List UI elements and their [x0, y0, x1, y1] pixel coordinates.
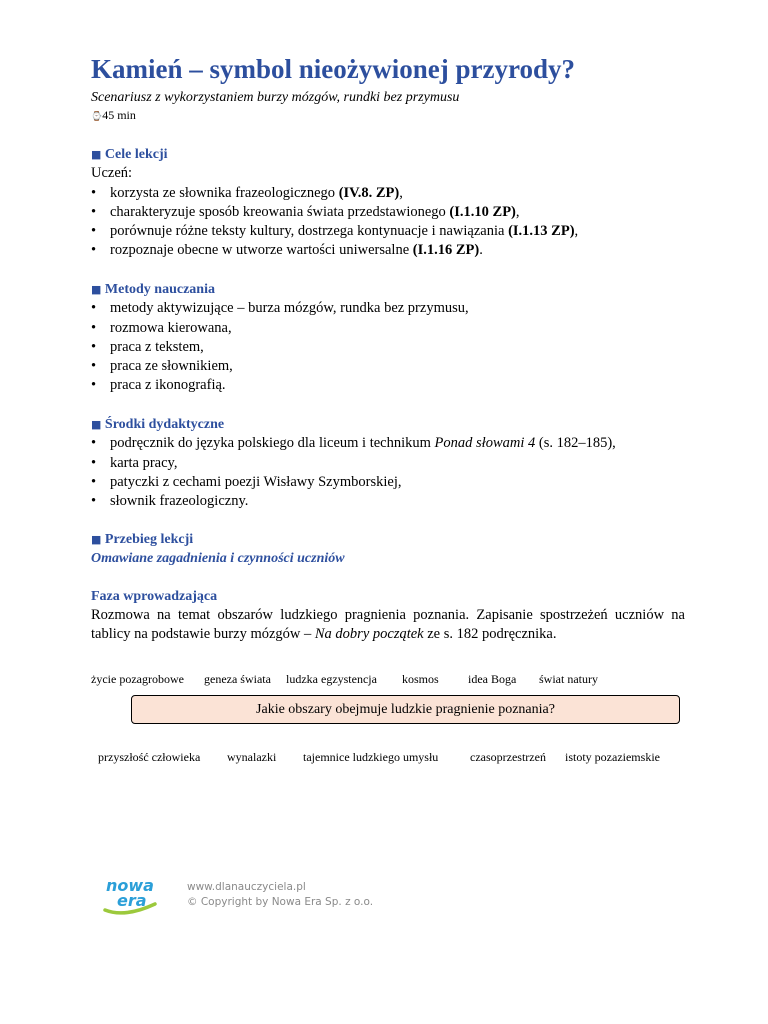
- course-heading: ■ Przebieg lekcji: [91, 532, 194, 547]
- goals-intro: Uczeń:: [91, 165, 133, 182]
- nowa-era-logo: [103, 876, 167, 923]
- logo-word-nowa: nowa: [106, 876, 154, 895]
- diagram-term: istoty pozaziemskie: [565, 750, 660, 764]
- diagram-term: geneza świata: [204, 672, 271, 686]
- diagram-term: wynalazki: [227, 750, 277, 764]
- diagram-term: przyszłość człowieka: [98, 750, 201, 764]
- diagram-term: życie pozagrobowe: [91, 672, 184, 686]
- phase-heading: Faza wprowadzająca: [91, 588, 218, 604]
- page-title: Kamień – symbol nieożywionej przyrody?: [91, 54, 575, 84]
- diagram-term: kosmos: [402, 672, 439, 686]
- square-bullet-icon: ■: [91, 533, 102, 546]
- list-item: • porównuje różne teksty kultury, dostrzega kontynuacje i nawiązania (I.1.13 ZP),: [91, 222, 691, 241]
- list-item: • rozmowa kierowana,: [91, 319, 691, 338]
- nowa-era-logo-icon: [103, 876, 167, 918]
- diagram-term: idea Boga: [468, 672, 517, 686]
- goals-section: [91, 145, 691, 261]
- list-item: • karta pracy,: [91, 454, 691, 473]
- diagram-question-box: Jakie obszary obejmuje ludzkie pragnienie poznania?: [131, 695, 680, 724]
- methods-heading: ■ Metody nauczania: [91, 282, 215, 297]
- course-section: [91, 530, 691, 644]
- diagram-term: ludzka egzystencja: [286, 672, 377, 686]
- list-item: • rozpoznaje obecne w utworze wartości uniwersalne (I.1.16 ZP).: [91, 241, 691, 260]
- course-subheading: Omawiane zagadnienia i czynności uczniów: [91, 551, 345, 567]
- logo-word-era: era: [117, 891, 147, 910]
- footer-copyright: © Copyright by Nowa Era Sp. z o.o.: [187, 896, 374, 908]
- list-item: • charakteryzuje sposób kreowania świata przedstawionego (I.1.10 ZP),: [91, 203, 691, 222]
- list-item: • metody aktywizujące – burza mózgów, rundka bez przymusu,: [91, 299, 691, 318]
- duration-value: 45 min: [102, 108, 136, 122]
- materials-list: [91, 434, 691, 511]
- diagram-term: tajemnice ludzkiego umysłu: [303, 750, 439, 764]
- list-item: • praca z tekstem,: [91, 338, 691, 357]
- clock-icon: ⌚: [91, 112, 103, 122]
- materials-section: [91, 415, 691, 511]
- goals-list: [91, 184, 691, 261]
- phase-paragraph: Rozmowa na temat obszarów ludzkiego pragnienia poznania. Zapisanie spostrzeżeń uczniów na tablicy na podstawie burzy mózgów – Na dobry początek ze s. 182 podręcznika.: [91, 606, 685, 643]
- list-item: • patyczki z cechami poezji Wisławy Szymborskiej,: [91, 473, 691, 492]
- footer-text: [187, 880, 373, 910]
- list-item: • praca z ikonografią.: [91, 376, 691, 395]
- list-item: • podręcznik do języka polskiego dla liceum i technikum Ponad słowami 4 (s. 182–185),: [91, 434, 691, 453]
- square-bullet-icon: ■: [91, 418, 102, 431]
- methods-section: [91, 280, 691, 396]
- diagram-term: czasoprzestrzeń: [470, 750, 546, 764]
- methods-list: [91, 299, 691, 395]
- list-item: • korzysta ze słownika frazeologicznego (IV.8. ZP),: [91, 184, 691, 203]
- goals-heading: ■ Cele lekcji: [91, 147, 168, 162]
- square-bullet-icon: ■: [91, 283, 102, 296]
- lesson-duration: [91, 108, 136, 123]
- page-subtitle: Scenariusz z wykorzystaniem burzy mózgów, rundki bez przymusu: [91, 90, 460, 105]
- diagram-term: świat natury: [539, 672, 598, 686]
- square-bullet-icon: ■: [91, 148, 102, 161]
- list-item: • słownik frazeologiczny.: [91, 492, 691, 511]
- footer-url[interactable]: www.dlanauczyciela.pl: [187, 881, 306, 893]
- list-item: • praca ze słownikiem,: [91, 357, 691, 376]
- materials-heading: ■ Środki dydaktyczne: [91, 417, 225, 432]
